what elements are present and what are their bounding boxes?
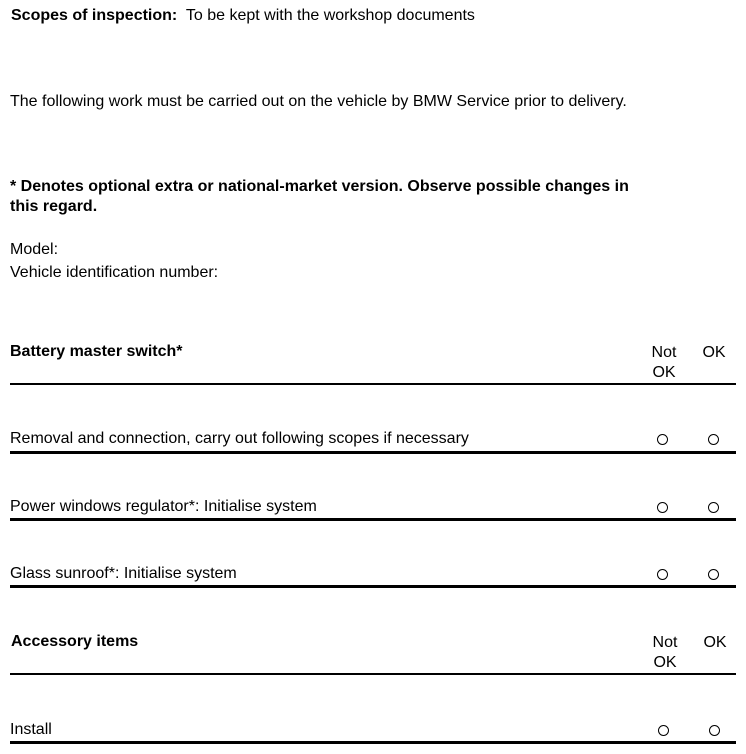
checklist-item-label: Removal and connection, carry out following scopes if necessary <box>10 430 469 447</box>
ok-radio[interactable] <box>708 434 719 445</box>
section-divider <box>10 383 736 385</box>
not-ok-radio[interactable] <box>658 725 669 736</box>
row-divider <box>10 451 736 454</box>
row-divider <box>10 585 736 588</box>
column-header-not-ok: Not OK <box>652 634 678 671</box>
column-header-ok: OK <box>702 344 726 361</box>
ok-radio[interactable] <box>708 569 719 580</box>
checklist-item-label: Install <box>10 721 52 738</box>
vin-label: Vehicle identification number: <box>10 264 219 281</box>
not-ok-radio[interactable] <box>657 502 668 513</box>
section-divider <box>10 673 736 675</box>
ok-radio[interactable] <box>709 725 720 736</box>
ok-radio[interactable] <box>708 502 719 513</box>
intro-text: The following work must be carried out on the vehicle by BMW Service prior to delivery. <box>10 93 627 110</box>
not-ok-radio[interactable] <box>657 569 668 580</box>
not-ok-radio[interactable] <box>657 434 668 445</box>
optional-note-line1: * Denotes optional extra or national-market version. Observe possible changes in <box>10 178 629 195</box>
column-header-not-ok: Not OK <box>651 344 677 381</box>
column-header-ok: OK <box>703 634 727 651</box>
document-header <box>11 7 475 25</box>
scopes-label: Scopes of inspection: <box>11 7 178 24</box>
section-title-battery-master-switch: Battery master switch* <box>10 343 183 360</box>
section-title-accessory-items: Accessory items <box>11 633 139 650</box>
row-divider <box>10 741 736 744</box>
checklist-item-label: Power windows regulator*: Initialise system <box>10 498 317 515</box>
scopes-text: To be kept with the workshop documents <box>185 7 475 24</box>
checklist-item-label: Glass sunroof*: Initialise system <box>10 565 237 582</box>
optional-note-line2: this regard. <box>10 198 98 215</box>
model-label: Model: <box>10 241 59 258</box>
row-divider <box>10 518 736 521</box>
